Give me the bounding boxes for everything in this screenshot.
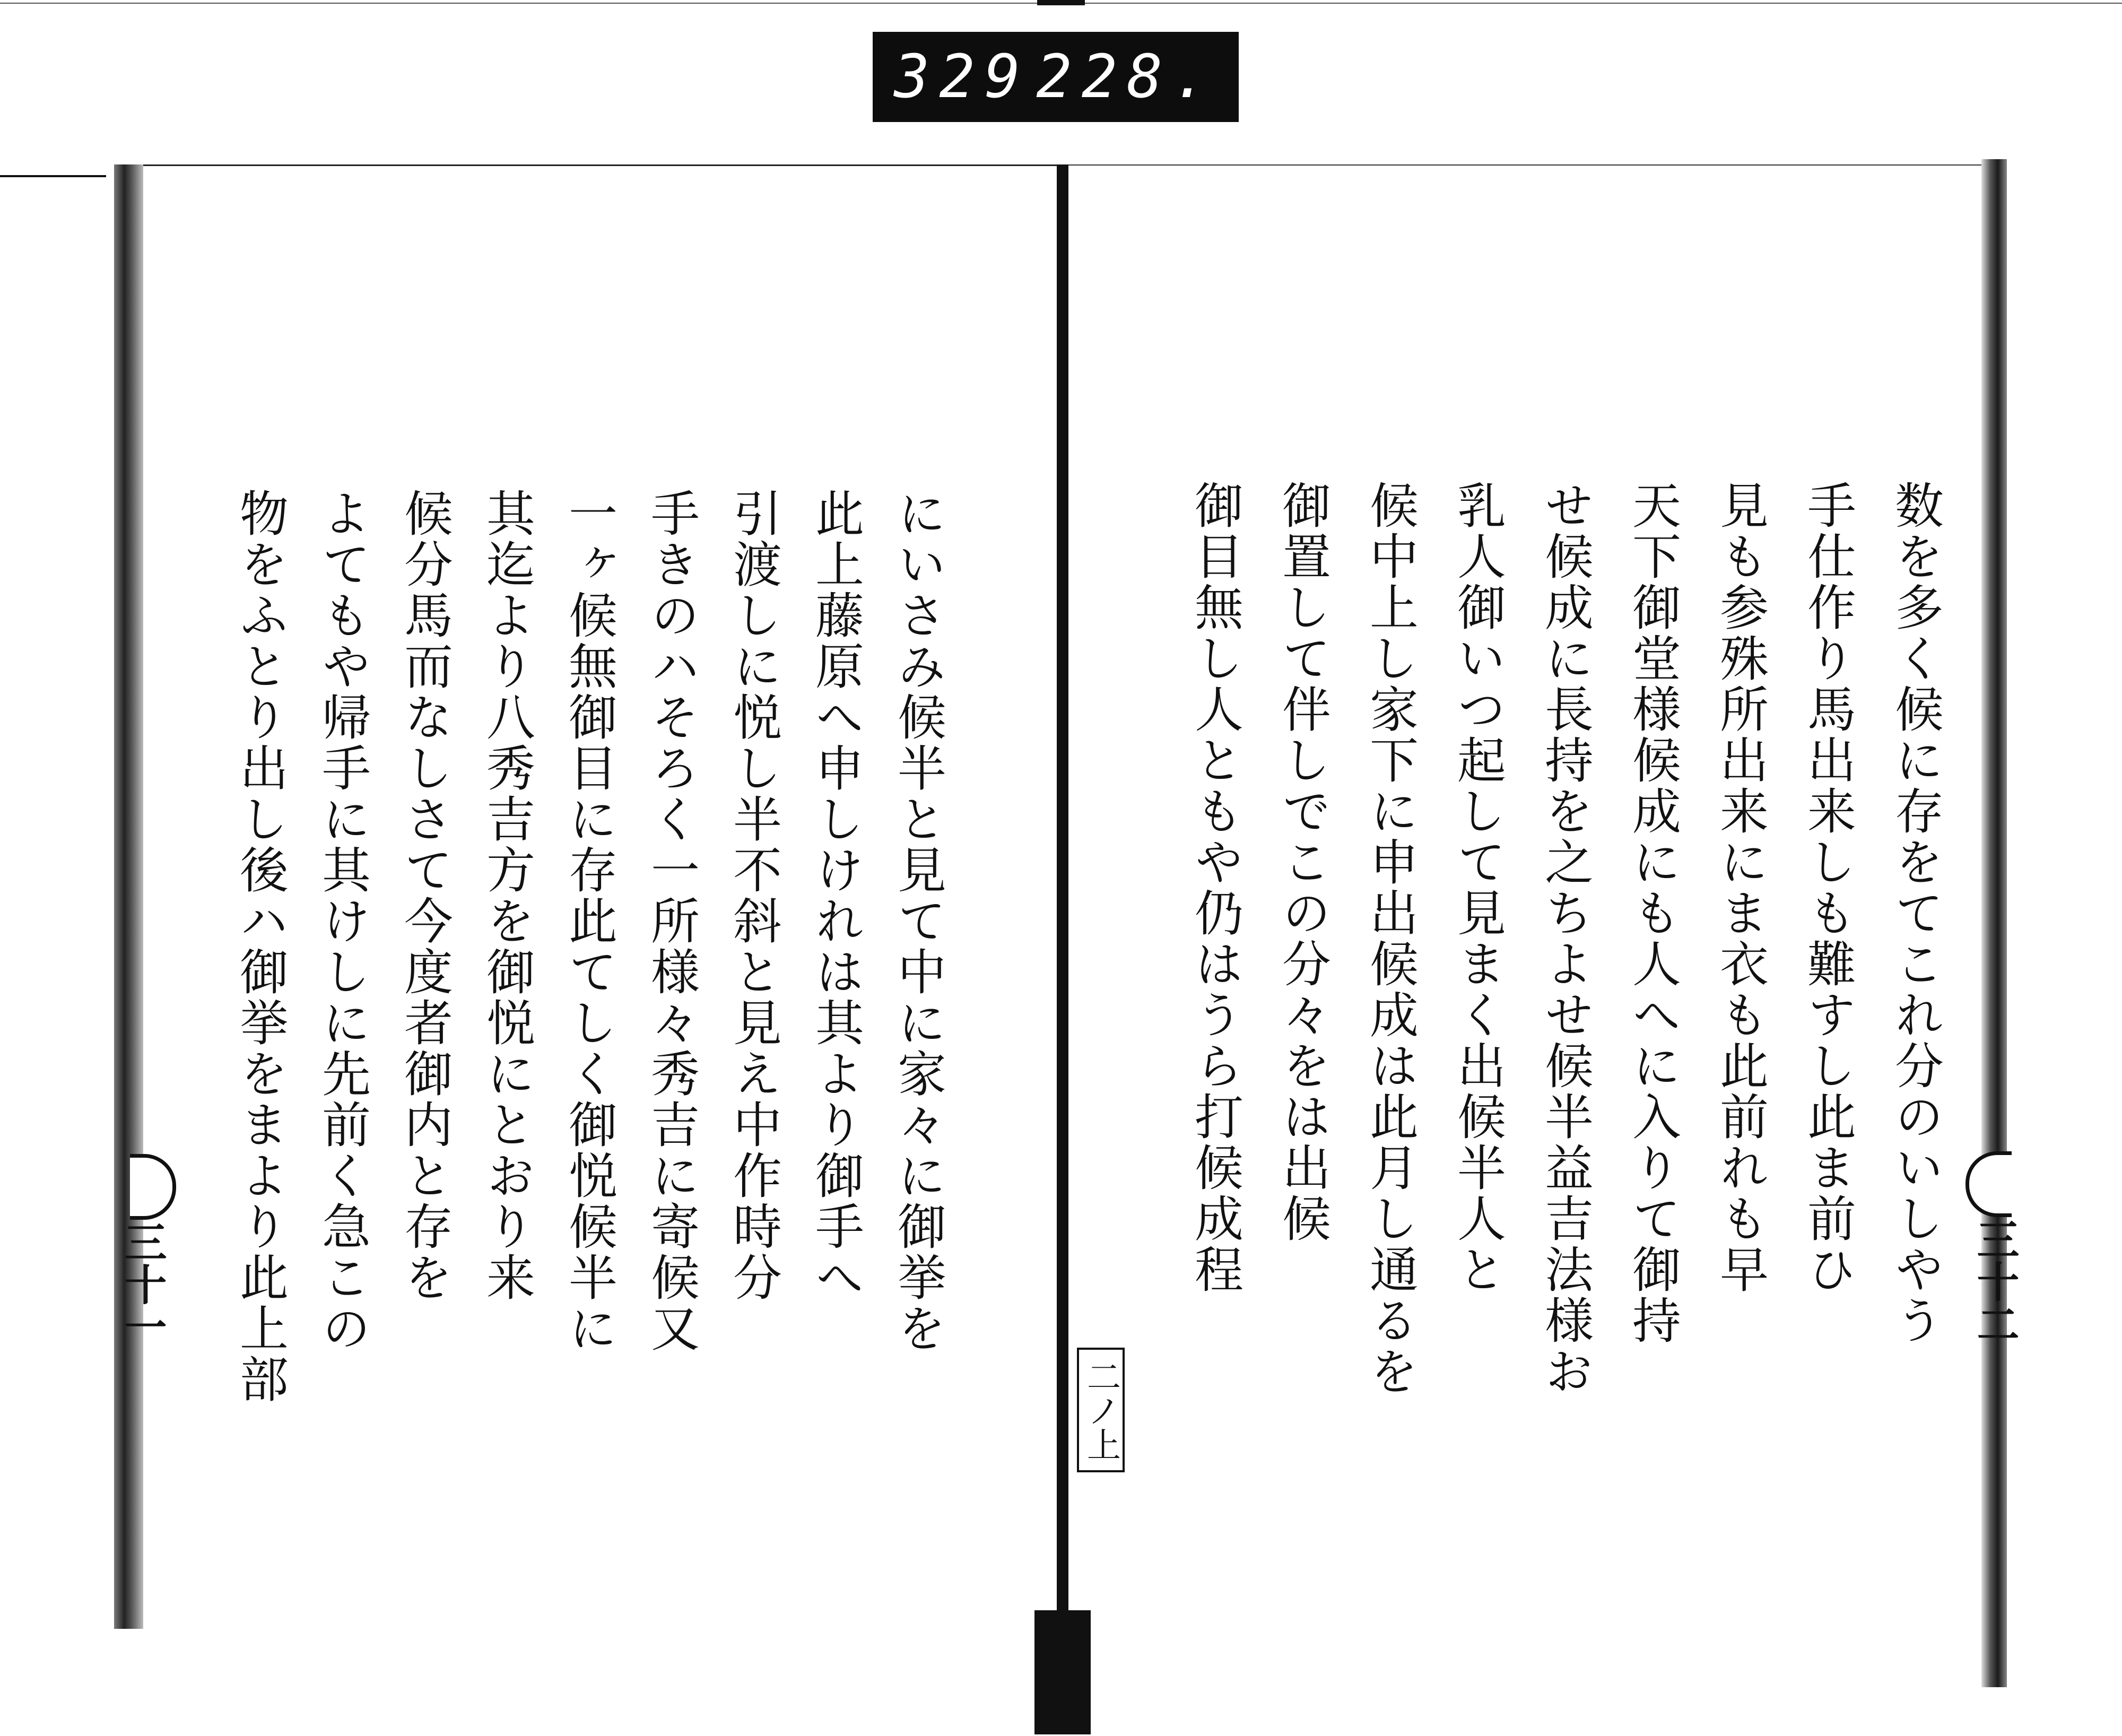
- left-page-edge: [114, 164, 143, 1629]
- text-column: 其迄より八秀吉方を御悦にとおり来: [479, 488, 535, 1303]
- text-column: 天下御堂様候成にも人へに入りて御持: [1624, 480, 1681, 1346]
- text-column: 御目無し人ともや仍はうら打候成程: [1187, 480, 1243, 1295]
- text-column: 御置して伴しでこの分々をは出候: [1274, 480, 1331, 1244]
- cover-edge-line: [0, 175, 106, 177]
- text-column: 一ヶ候無御目に存此てしく御悦候半に: [561, 488, 618, 1354]
- frame-counter-left: 329: [894, 42, 1030, 111]
- text-column: 手きのハそろく一所様々秀吉に寄候又: [643, 488, 700, 1354]
- text-column: 手仕作り馬出来しも難すし此ま前ひ: [1799, 480, 1856, 1295]
- text-column: 此上藤原へ申しけれは其より御手へ: [807, 488, 864, 1303]
- text-column: 引渡しに悦し半不斜と見え中作時分: [725, 488, 782, 1303]
- right-page-edge: [1981, 159, 2007, 1687]
- right-page-text: [1162, 480, 1942, 1520]
- text-column: 候中上し家下に申出候成は此月し通るを: [1362, 480, 1419, 1397]
- text-column: 乳人御いつ起して見まく出候半人と: [1449, 480, 1506, 1295]
- top-center-mark: [1037, 0, 1085, 5]
- frame-counter: [873, 32, 1239, 122]
- left-page-text: [212, 488, 944, 1523]
- left-page-folio: 三十一: [117, 1220, 167, 1348]
- text-column: にいさみ候半と見て中に家々に御挙を: [890, 488, 946, 1354]
- text-column: よてもや帰手に其けしに先前く急この: [314, 488, 371, 1354]
- text-column: 見も参殊所出来にま衣も此前れも早: [1712, 480, 1769, 1295]
- section-label: 二ノ上: [1077, 1348, 1125, 1472]
- frame-counter-right: 228.: [1036, 42, 1217, 111]
- right-page-folio: 三十二: [1970, 1218, 2020, 1345]
- text-column: せ候成に長持を之ちよせ候半益吉法様お: [1537, 480, 1594, 1397]
- text-column: 候分馬而なしさて今度者御内と存を: [396, 488, 453, 1303]
- text-column: 物をふとり出し後ハ御挙をまより此上部: [232, 488, 289, 1405]
- text-column: 数を多く候に存をてこれ分のいしやう: [1887, 480, 1944, 1346]
- spine-bottom-block: [1034, 1610, 1091, 1734]
- book-spine: [1057, 164, 1068, 1618]
